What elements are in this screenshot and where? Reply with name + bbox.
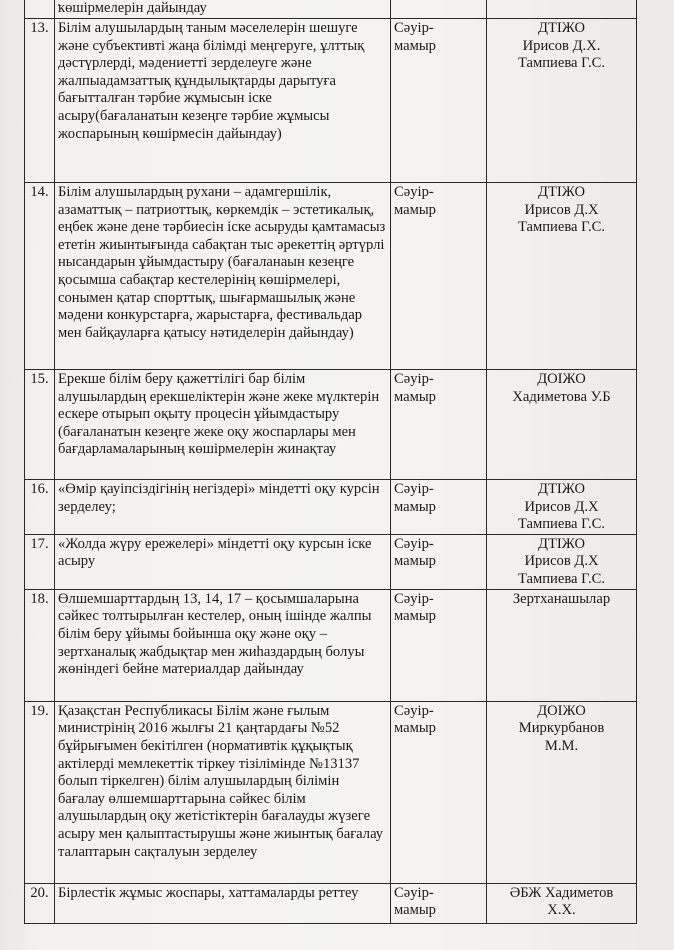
term-text: Сәуір- мамыр: [391, 883, 487, 923]
term-text: Сәуір- мамыр: [391, 19, 487, 183]
table-row: [25, 183, 637, 370]
responsible-text: ӘБЖ Хадиметов Х.Х.: [487, 883, 637, 923]
row-number: 15.: [25, 370, 55, 480]
row-number: 14.: [25, 183, 55, 370]
row-number: 16.: [25, 480, 55, 535]
row-number: 13.: [25, 19, 55, 183]
work-plan-table: [24, 0, 637, 924]
table-row: [25, 589, 637, 701]
table-row: [25, 0, 637, 19]
term-text: [391, 0, 487, 19]
table-row: [25, 19, 637, 183]
task-text: Өлшемшарттардың 13, 14, 17 – қосымшаларына сәйкес толтырылған кестелер, оның ішінде жалпы білім беру ұйымы бойынша оқу және оқу – зертханалық жабдықтар мен жиһаздардың болуы жөніндегі бейне материалдар дайындау: [55, 589, 391, 701]
term-text: Сәуір- мамыр: [391, 480, 487, 535]
responsible-text: ДТІЖО Ирисов Д.Х Тампиева Г.С.: [487, 480, 637, 535]
task-text: Ерекше білім беру қажеттілігі бар білім алушылардың ерекшеліктерін және жеке мүлктерін ескере отырып оқыту процесін ұйымдастыру (бағаланатын кезеңге жеке оқу жоспарлары мен бағдарламаларының көшірмелерін жинақтау: [55, 370, 391, 480]
task-text: Білім алушылардың таным мәселелерін шешуге және субъективті жаңа білімді меңгеруге, ұлттық дәстүрлерді, мәдениетті зерделеуге және жалпыадамзаттық құндылықтарды дарытуға бағытталған тәрбие жұмысын іске асыру(бағаланатын кезеңге тәрбие жұмысы жоспарының көшірмесін дайындау): [55, 19, 391, 183]
term-text: Сәуір- мамыр: [391, 701, 487, 883]
table-row: [25, 534, 637, 589]
task-text: көшірмелерін дайындау: [55, 0, 391, 19]
term-text: Сәуір- мамыр: [391, 183, 487, 370]
responsible-text: ДТІЖО Ирисов Д.Х Тампиева Г.С.: [487, 534, 637, 589]
table-row: [25, 370, 637, 480]
row-number: 20.: [25, 883, 55, 923]
row-number: 19.: [25, 701, 55, 883]
responsible-text: ДТІЖО Ирисов Д.Х. Тампиева Г.С.: [487, 19, 637, 183]
task-text: Қазақстан Республикасы Білім және ғылым министрінің 2016 жылғы 21 қаңтардағы №52 бұйрығымен бекітілген (нормативтік құқықтық актілерді мемлекеттік тіркеу тізілімінде №13137 болып тіркелген) білім алушылардың білімін бағалау өлшемшарттарына сәйкес білім алушылардың оқу жетістіктерін бағалауды жүзеге асыру мен қалыптастырушы және жиынтық бағалау талаптарын сақталуын зерделеу: [55, 701, 391, 883]
term-text: Сәуір- мамыр: [391, 534, 487, 589]
responsible-text: ДОІЖО Хадиметова У.Б: [487, 370, 637, 480]
table-row: [25, 480, 637, 535]
task-text: Бірлестік жұмыс жоспары, хаттамаларды реттеу: [55, 883, 391, 923]
table-row: [25, 883, 637, 923]
term-text: Сәуір- мамыр: [391, 589, 487, 701]
task-text: «Жолда жүру ережелері» міндетті оқу курсын іске асыру: [55, 534, 391, 589]
task-text: «Өмір қауіпсіздігінің негіздері» міндетті оқу курсін зерделеу;: [55, 480, 391, 535]
table-row: [25, 701, 637, 883]
row-number: 17.: [25, 534, 55, 589]
responsible-text: Зертханашылар: [487, 589, 637, 701]
term-text: Сәуір- мамыр: [391, 370, 487, 480]
responsible-text: [487, 0, 637, 19]
task-text: Білім алушылардың рухани – адамгершілік, азаматтық – патриоттық, көркемдік – эстетикалық, еңбек және дене тәрбиесін іске асыруды қамтамасыз ететін жиынтығында сабақтан тыс әрекеттің әртүрлі нысандарын ұйымдастыру (бағаланаын кезеңге қосымша сабақтар кестелерінің көшірмелері, сонымен қатар спорттық, шығармашылық және мәдени конкурстарға, жарыстарға, фестивальдар мен байқауларға қатысу нәтиделерін дайындау): [55, 183, 391, 370]
row-number: 18.: [25, 589, 55, 701]
responsible-text: ДОІЖО Миркурбанов М.М.: [487, 701, 637, 883]
row-number: [25, 0, 55, 19]
responsible-text: ДТІЖО Ирисов Д.Х Тампиева Г.С.: [487, 183, 637, 370]
